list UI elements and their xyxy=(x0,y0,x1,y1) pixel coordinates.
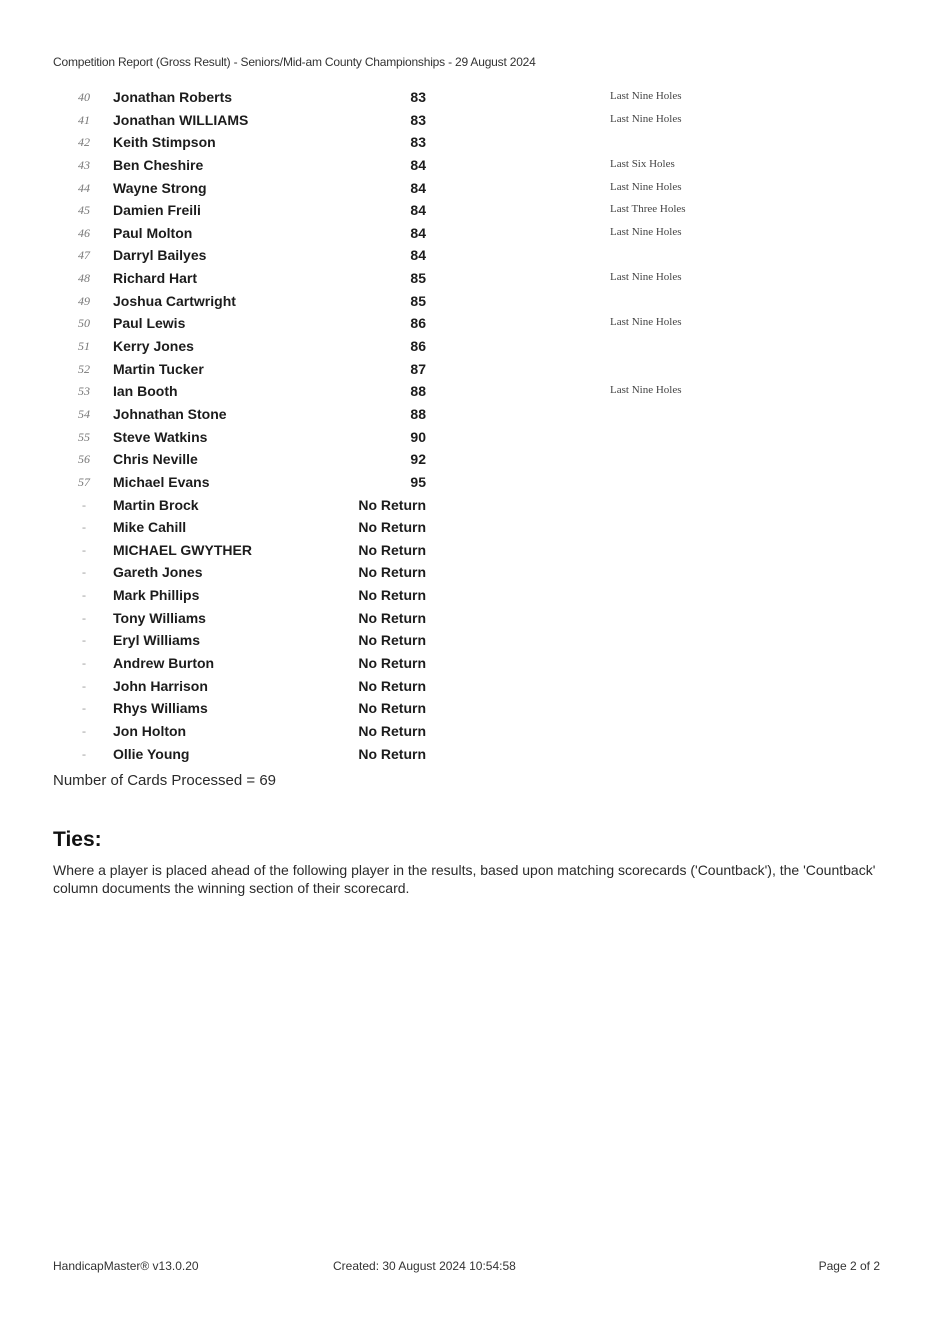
player-name-cell: Darryl Bailyes xyxy=(113,247,207,264)
position-cell: - xyxy=(82,633,86,648)
countback-cell: Last Three Holes xyxy=(610,203,686,216)
result-row xyxy=(0,86,940,109)
player-name-cell: Joshua Cartwright xyxy=(113,292,236,309)
score-cell: No Return xyxy=(358,541,426,558)
result-row xyxy=(0,494,940,517)
cards-processed: Number of Cards Processed = 69 xyxy=(53,772,277,789)
result-row xyxy=(0,471,940,494)
result-row xyxy=(0,584,940,607)
position-cell: - xyxy=(82,678,86,693)
position-cell: 50 xyxy=(78,316,90,331)
player-name-cell: Tony Williams xyxy=(113,609,206,626)
player-name-cell: Damien Freili xyxy=(113,202,201,219)
score-cell: No Return xyxy=(358,609,426,626)
position-cell: - xyxy=(82,701,86,716)
countback-cell: Last Nine Holes xyxy=(610,112,682,125)
result-row xyxy=(0,312,940,335)
result-row xyxy=(0,154,940,177)
result-row xyxy=(0,539,940,562)
score-cell: 85 xyxy=(410,270,426,287)
score-cell: 83 xyxy=(410,134,426,151)
result-row xyxy=(0,448,940,471)
score-cell: No Return xyxy=(358,564,426,581)
position-cell: - xyxy=(82,520,86,535)
position-cell: 48 xyxy=(78,271,90,286)
result-row xyxy=(0,290,940,313)
result-row xyxy=(0,426,940,449)
score-cell: 88 xyxy=(410,405,426,422)
score-cell: 86 xyxy=(410,338,426,355)
score-cell: 92 xyxy=(410,451,426,468)
result-row xyxy=(0,131,940,154)
position-cell: 40 xyxy=(78,90,90,104)
result-row xyxy=(0,743,940,766)
result-row xyxy=(0,697,940,720)
player-name-cell: Rhys Williams xyxy=(113,700,208,717)
result-row xyxy=(0,675,940,698)
ties-heading: Ties: xyxy=(53,828,102,851)
position-cell: 49 xyxy=(78,293,90,308)
player-name-cell: Kerry Jones xyxy=(113,338,194,355)
score-cell: 95 xyxy=(410,473,426,490)
position-cell: 53 xyxy=(78,384,90,399)
player-name-cell: Martin Brock xyxy=(113,496,199,513)
footer-created-date: Created: 30 August 2024 10:54:58 xyxy=(333,1259,516,1273)
score-cell: No Return xyxy=(358,655,426,672)
player-name-cell: Martin Tucker xyxy=(113,360,204,377)
result-row xyxy=(0,109,940,132)
result-row xyxy=(0,335,940,358)
player-name-cell: Michael Evans xyxy=(113,473,210,490)
player-name-cell: Ben Cheshire xyxy=(113,156,204,173)
score-cell: 84 xyxy=(410,224,426,241)
result-row xyxy=(0,652,940,675)
position-cell: 56 xyxy=(78,452,90,467)
position-cell: 55 xyxy=(78,429,90,444)
score-cell: No Return xyxy=(358,745,426,762)
player-name-cell: MICHAEL GWYTHER xyxy=(113,541,252,558)
countback-cell: Last Nine Holes xyxy=(610,225,682,238)
position-cell: - xyxy=(82,542,86,557)
player-name-cell: Steve Watkins xyxy=(113,428,208,445)
position-cell: 46 xyxy=(78,225,90,240)
position-cell: - xyxy=(82,497,86,512)
score-cell: 87 xyxy=(410,360,426,377)
countback-cell: Last Nine Holes xyxy=(610,271,682,284)
score-cell: No Return xyxy=(358,700,426,717)
position-cell: 41 xyxy=(78,112,90,127)
score-cell: 85 xyxy=(410,292,426,309)
result-row xyxy=(0,516,940,539)
position-cell: - xyxy=(82,610,86,625)
result-row xyxy=(0,607,940,630)
result-row xyxy=(0,177,940,200)
score-cell: 84 xyxy=(410,202,426,219)
countback-cell: Last Nine Holes xyxy=(610,90,682,102)
results-table xyxy=(0,86,940,765)
position-cell: 45 xyxy=(78,203,90,218)
position-cell: 43 xyxy=(78,157,90,172)
report-header: Competition Report (Gross Result) - Seniors/Mid-am County Championships - 29 August 2024 xyxy=(53,55,536,69)
score-cell: 84 xyxy=(410,156,426,173)
score-cell: No Return xyxy=(358,496,426,513)
score-cell: 83 xyxy=(410,89,426,105)
score-cell: 90 xyxy=(410,428,426,445)
score-cell: No Return xyxy=(358,722,426,739)
player-name-cell: John Harrison xyxy=(113,677,208,694)
score-cell: 84 xyxy=(410,247,426,264)
player-name-cell: Keith Stimpson xyxy=(113,134,216,151)
result-row xyxy=(0,561,940,584)
score-cell: No Return xyxy=(358,587,426,604)
footer-software-version: HandicapMaster® v13.0.20 xyxy=(53,1259,199,1273)
result-row xyxy=(0,244,940,267)
position-cell: 44 xyxy=(78,180,90,195)
result-row xyxy=(0,222,940,245)
score-cell: No Return xyxy=(358,632,426,649)
footer-page-number: Page 2 of 2 xyxy=(818,1259,880,1273)
player-name-cell: Paul Molton xyxy=(113,224,193,241)
score-cell: No Return xyxy=(358,519,426,536)
position-cell: 54 xyxy=(78,406,90,421)
player-name-cell: Richard Hart xyxy=(113,270,198,287)
score-cell: 88 xyxy=(410,383,426,400)
countback-cell: Last Nine Holes xyxy=(610,384,682,397)
player-name-cell: Ian Booth xyxy=(113,383,178,400)
position-cell: 47 xyxy=(78,248,90,263)
player-name-cell: Wayne Strong xyxy=(113,179,207,196)
score-cell: No Return xyxy=(358,677,426,694)
result-row xyxy=(0,267,940,290)
result-row xyxy=(0,720,940,743)
position-cell: - xyxy=(82,588,86,603)
result-row xyxy=(0,403,940,426)
position-cell: - xyxy=(82,723,86,738)
player-name-cell: Ollie Young xyxy=(113,745,190,762)
score-cell: 86 xyxy=(410,315,426,332)
player-name-cell: Jonathan Roberts xyxy=(113,89,233,105)
result-row xyxy=(0,380,940,403)
player-name-cell: Gareth Jones xyxy=(113,564,203,581)
result-row xyxy=(0,629,940,652)
position-cell: - xyxy=(82,746,86,761)
player-name-cell: Andrew Burton xyxy=(113,655,215,672)
countback-cell: Last Nine Holes xyxy=(610,180,682,193)
position-cell: - xyxy=(82,656,86,671)
countback-cell: Last Six Holes xyxy=(610,157,675,170)
position-cell: 51 xyxy=(78,339,90,354)
player-name-cell: Paul Lewis xyxy=(113,315,186,332)
result-row xyxy=(0,358,940,381)
countback-cell: Last Nine Holes xyxy=(610,316,682,329)
player-name-cell: Mark Phillips xyxy=(113,587,200,604)
player-name-cell: Johnathan Stone xyxy=(113,405,227,422)
score-cell: 83 xyxy=(410,111,426,128)
score-cell: 84 xyxy=(410,179,426,196)
result-row xyxy=(0,199,940,222)
position-cell: 52 xyxy=(78,361,90,376)
player-name-cell: Eryl Williams xyxy=(113,632,201,649)
player-name-cell: Chris Neville xyxy=(113,451,198,468)
position-cell: 42 xyxy=(78,135,90,150)
player-name-cell: Jonathan WILLIAMS xyxy=(113,111,249,128)
ties-description: Where a player is placed ahead of the following player in the results, based upon matching scorecards ('Countback'), the 'Countback' column documents the winning section of their scorecard. xyxy=(53,862,876,896)
position-cell: 57 xyxy=(78,474,90,489)
player-name-cell: Mike Cahill xyxy=(113,519,187,536)
position-cell: - xyxy=(82,565,86,580)
player-name-cell: Jon Holton xyxy=(113,722,187,739)
